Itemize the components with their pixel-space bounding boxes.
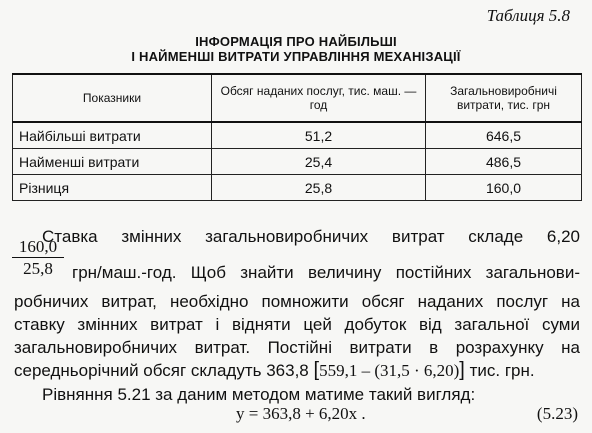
paragraph-1-line-1: Ставка змінних загальновиробничих витрат складе 6,20 [42,227,580,246]
column-header-indicators: Показники [13,74,212,122]
formula-row [0,404,592,426]
open-bracket: [ [313,359,320,381]
fraction [12,237,64,280]
costs-cell: 486,5 [426,149,582,175]
paragraph-1-line-5: загальновиробничих витрат. Постійні витрати в розрахунку на [14,338,580,357]
table-row [13,122,582,149]
paragraph-1-line-4: ставку змінних витрат і відняти цей добуток від загальної суми [14,315,580,334]
close-bracket: ] [459,359,465,381]
fraction-denominator: 25,8 [23,259,53,278]
costs-cell: 646,5 [426,122,582,149]
line-6-unit: тис. грн. [469,361,535,380]
paragraph-2: Рівняння 5.21 за даним методом матиме такий вигляд: [42,385,476,404]
costs-cell: 160,0 [426,175,582,201]
table-number-label: Таблиця 5.8 [486,6,570,25]
row-label: Різниця [13,175,212,201]
table-row [13,149,582,175]
formula-number: (5.23) [536,404,578,423]
table-title-line-2: І НАЙМЕНШІ ВИТРАТИ УПРАВЛІННЯ МЕХАНІЗАЦІЇ [131,49,461,64]
formula: y = 363,8 + 6,20x . [236,404,366,423]
fraction-numerator: 160,0 [12,237,64,258]
table-row [13,175,582,201]
volume-cell: 51,2 [212,122,426,149]
volume-cell: 25,4 [212,149,426,175]
line-6-text: середньорічний обсяг складуть 363,8 [14,361,309,380]
table-header-row [13,74,582,122]
table-title-line-1: ІНФОРМАЦІЯ ПРО НАЙБІЛЬШІ [195,34,397,49]
calculation-expression: 559,1 – (31,5 · 6,20) [319,361,460,380]
column-header-costs: Загальновиробничі витрати, тис. грн [426,74,582,122]
paragraph-1-line-2: грн/маш.-год. Щоб знайти величину постійних загальнови- [72,263,580,282]
row-label: Найменші витрати [13,149,212,175]
volume-cell: 25,8 [212,175,426,201]
paragraph-1-line-3: робничих витрат, необхідно помножити обсяг наданих послуг на [14,292,580,311]
data-table [12,73,582,201]
row-label: Найбільші витрати [13,122,212,149]
paragraph-1-line-6 [14,360,580,381]
column-header-volume: Обсяг наданих послуг, тис. маш. — год [212,74,426,122]
